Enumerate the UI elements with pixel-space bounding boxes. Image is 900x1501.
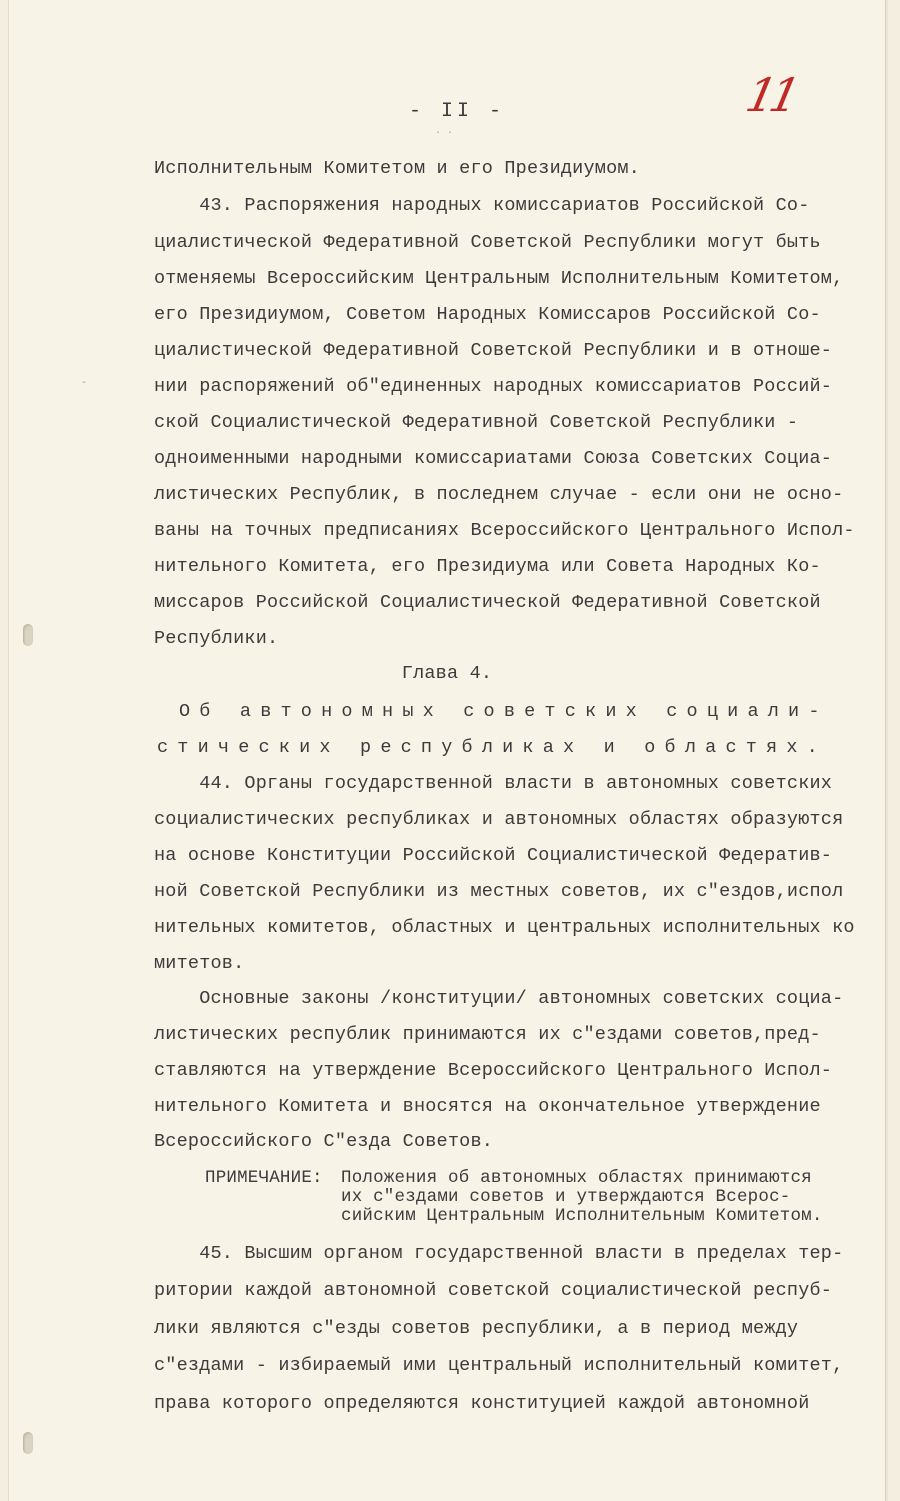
text-line: нительного Комитета и вносятся на окончательное утверждение (154, 1096, 821, 1117)
text-line: социалистических республиках и автономных областях образуются (154, 809, 844, 830)
ink-mark: · · (435, 128, 454, 139)
ink-mark: - (81, 378, 88, 389)
binding-hole (23, 624, 33, 646)
page-number: - II - (409, 100, 506, 123)
handwritten-page-number: 11 (741, 68, 800, 122)
chapter-title: Об автономных советских социали- (179, 701, 829, 722)
text-line: лики являются с"езды советов республики, а в период между (154, 1318, 799, 1339)
text-line: циалистической Федеративной Советской Республики и в отноше- (154, 340, 833, 361)
text-line: нии распоряжений об"единенных народных комиссариатов Россий- (154, 376, 833, 397)
text-line: с"ездами - избираемый ими центральный исполнительный комитет, (154, 1355, 844, 1376)
text-line: 45. Высшим органом государственной власти в пределах тер- (154, 1243, 844, 1264)
text-line: 43. Распоряжения народных комиссариатов Российской Со- (154, 195, 810, 216)
chapter-title: стических республиках и областях. (157, 737, 827, 758)
text-line: нительного Комитета, его Президиума или Совета Народных Ко- (154, 556, 821, 577)
note-text: их с"ездами советов и утверждаются Всерос- (341, 1187, 791, 1207)
text-line: Исполнительным Комитетом и его Президиумом. (154, 158, 640, 179)
text-line: циалистической Федеративной Советской Республики могут быть (154, 232, 821, 253)
text-line: листических Республик, в последнем случае - если они не осно- (154, 484, 844, 505)
text-line: ставляются на утверждение Всероссийского Центрального Испол- (154, 1060, 833, 1081)
text-line: Всероссийского С"езда Советов. (154, 1131, 494, 1152)
text-line: отменяемы Всероссийским Центральным Исполнительным Комитетом, (154, 268, 844, 289)
text-line: одноименными народными комиссариатами Союза Советских Социа- (154, 448, 833, 469)
text-line: листических республик принимаются их с"ездами советов,пред- (154, 1024, 821, 1045)
chapter-heading: Глава 4. (401, 663, 493, 684)
text-line: нительных комитетов, областных и центральных исполнительных ко (154, 917, 855, 938)
binding-hole (23, 1432, 33, 1454)
text-line: его Президиумом, Советом Народных Комиссаров Российской Со- (154, 304, 821, 325)
text-line: миссаров Российской Социалистической Федеративной Советской (154, 592, 821, 613)
note-label: ПРИМЕЧАНИЕ: (205, 1168, 323, 1188)
text-line: Основные законы /конституции/ автономных советских социа- (154, 988, 844, 1009)
note-text: сийским Центральным Исполнительным Комитетом. (341, 1206, 823, 1226)
text-line: права которого определяются конституцией каждой автономной (154, 1393, 810, 1414)
text-line: 44. Органы государственной власти в автономных советских (154, 773, 833, 794)
text-line: ной Советской Республики из местных советов, их с"ездов,испол (154, 881, 844, 902)
note-text: Положения об автономных областях принимаются (341, 1168, 812, 1188)
text-line: митетов. (154, 953, 245, 974)
text-line: Республики. (154, 628, 279, 649)
document-page (8, 0, 886, 1501)
text-line: ваны на точных предписаниях Всероссийского Центрального Испол- (154, 520, 855, 541)
text-line: на основе Конституции Российской Социалистической Федератив- (154, 845, 833, 866)
text-line: ритории каждой автономной советской социалистической респуб- (154, 1280, 833, 1301)
text-line: ской Социалистической Федеративной Советской Республики - (154, 412, 799, 433)
